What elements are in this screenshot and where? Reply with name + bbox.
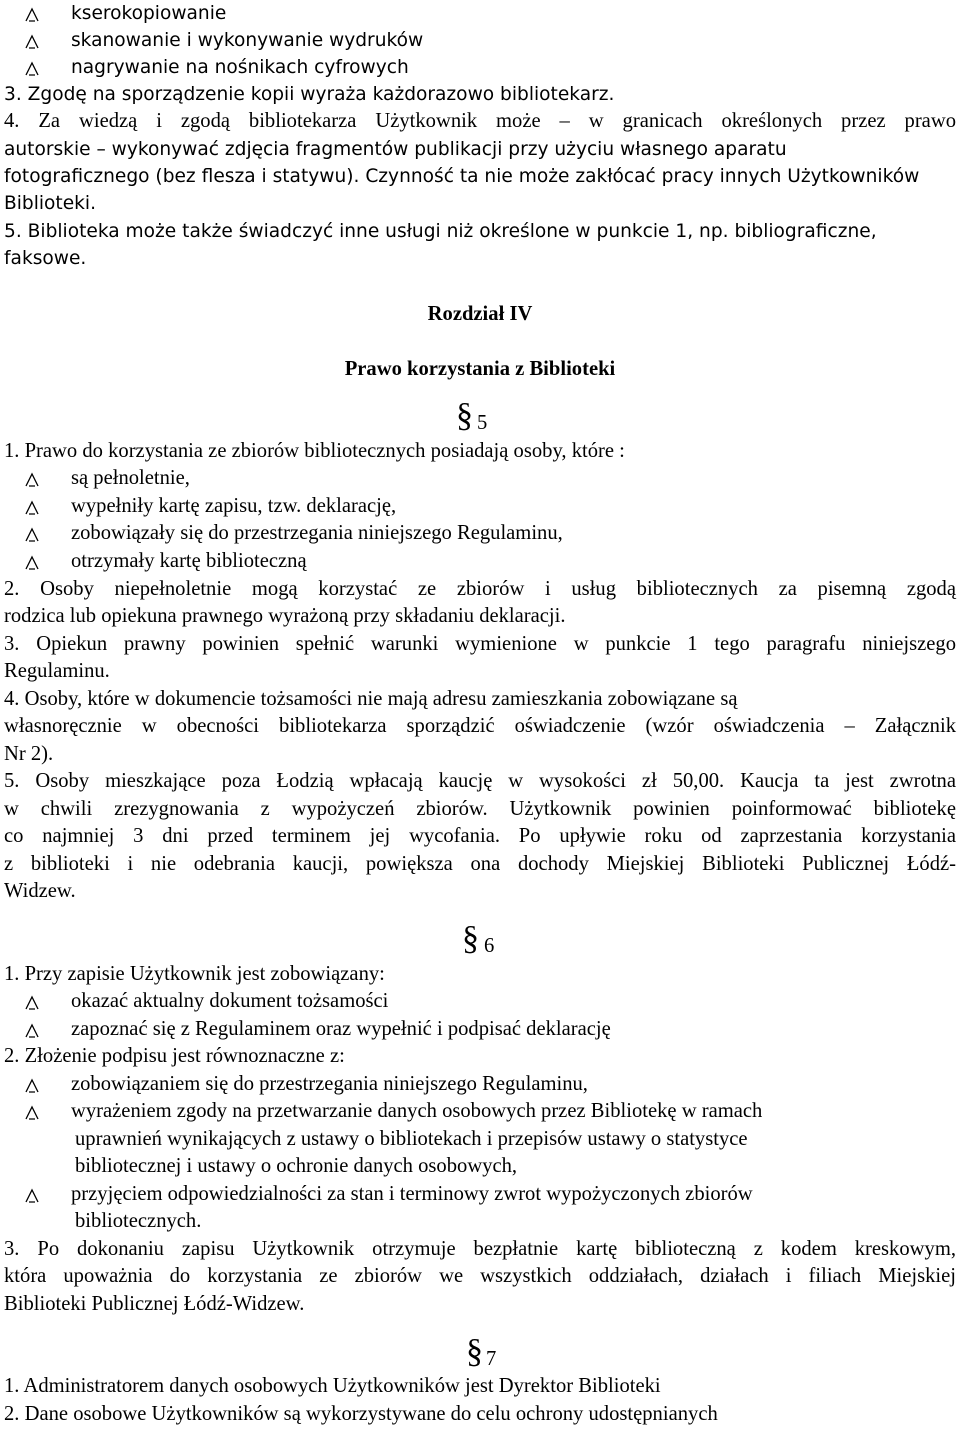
- paragraph-line: Regulaminu.: [4, 660, 110, 682]
- bullet-icon: [22, 1181, 42, 1208]
- paragraph-line: z biblioteki i nie odebrania kaucji, powiększa ona dochody Miejskiej Biblioteki Publicznej Łódź-: [4, 853, 956, 875]
- paragraph-line: 1. Przy zapisie Użytkownik jest zobowiązany:: [4, 963, 385, 985]
- paragraph-line: Nr 2).: [4, 743, 54, 765]
- paragraph-line: autorskie – wykonywać zdjęcia fragmentów publikacji przy użyciu własnego aparatu: [4, 139, 787, 160]
- paragraph-line: Biblioteki Publicznej Łódź-Widzew.: [4, 1293, 305, 1315]
- paragraph-line: 2. Dane osobowe Użytkowników są wykorzystywane do celu ochrony udostępnianych: [4, 1403, 718, 1425]
- paragraph-line: która upoważnia do korzystania ze zbiorów we wszystkich oddziałach, działach i filiach Miejskiej: [4, 1265, 956, 1287]
- paragraph-line: 1. Prawo do korzystania ze zbiorów bibliotecznych posiadają osoby, które :: [4, 440, 625, 462]
- paragraph-line: Biblioteki.: [4, 193, 97, 214]
- list-item-text: są pełnoletnie,: [71, 467, 190, 489]
- list-item: [22, 1071, 956, 1098]
- list-item: [22, 548, 956, 575]
- paragraph-line: własnoręcznie w obecności bibliotekarza sporządzić oświadczenie (wzór oświadczenia – Załącznik: [4, 715, 956, 737]
- list-item-text: skanowanie i wykonywanie wydruków: [71, 30, 424, 51]
- section-sign-icon: §: [466, 1333, 483, 1370]
- list-item-text: zapoznać się z Regulaminem oraz wypełnić i podpisać deklarację: [71, 1018, 611, 1040]
- bullet-icon: [22, 1016, 42, 1043]
- list-item-text: zobowiązaniem się do przestrzegania niniejszego Regulaminu,: [71, 1073, 588, 1095]
- section-mark: [0, 1333, 960, 1373]
- paragraph-line: 3. Po dokonaniu zapisu Użytkownik otrzymuje bezpłatnie kartę biblioteczną z kodem kreskowym,: [4, 1238, 956, 1260]
- list-item-text: wyrażeniem zgody na przetwarzanie danych osobowych przez Bibliotekę w ramach: [71, 1100, 763, 1122]
- bullet-icon: [22, 54, 42, 81]
- paragraph-line: 2. Osoby niepełnoletnie mogą korzystać ze zbiorów i usług bibliotecznych za pisemną zgodą: [4, 578, 956, 600]
- paragraph-line: 3. Opiekun prawny powinien spełnić warunki wymienione w punkcie 1 tego paragrafu niniejszego: [4, 633, 956, 655]
- list-item: [22, 1016, 956, 1043]
- list-item: [22, 465, 956, 492]
- list-item: [22, 0, 956, 27]
- list-item-text: kserokopiowanie: [71, 3, 227, 24]
- paragraph-segment: fotograficznego (bez flesza i statywu).: [4, 166, 360, 187]
- list-item: [22, 520, 956, 547]
- list-item: [22, 27, 956, 54]
- section-number: 7: [486, 1348, 497, 1370]
- list-item: [22, 1181, 956, 1208]
- list-item-continuation: bibliotecznych.: [75, 1210, 202, 1232]
- paragraph-line: 4. Za wiedzą i zgodą bibliotekarza Użytkownik może – w granicach określonych przez prawo: [4, 110, 956, 132]
- bullet-icon: [22, 465, 42, 492]
- paragraph-line: 5. Osoby mieszkające poza Łodzią wpłacają kaucję w wysokości zł 50,00. Kaucja ta jest zwrotna: [4, 770, 956, 792]
- paragraph-line: 5. Biblioteka może także świadczyć inne usługi niż określone w punkcie 1, np. bibliograficzne,: [4, 221, 877, 242]
- section-number: 6: [484, 935, 495, 957]
- paragraph-line: 4. Osoby, które w dokumencie tożsamości nie mają adresu zamieszkania zobowiązane są: [4, 688, 738, 710]
- list-item: [22, 1098, 956, 1125]
- chapter-heading: Rozdział IV: [427, 303, 533, 325]
- list-item-text: zobowiązały się do przestrzegania niniejszego Regulaminu,: [71, 522, 563, 544]
- section-sign-icon: §: [456, 397, 473, 434]
- section-mark: [0, 397, 960, 437]
- bullet-icon: [22, 548, 42, 575]
- bullet-icon: [22, 1098, 42, 1125]
- paragraph-line: [4, 163, 956, 190]
- paragraph-line: faksowe.: [4, 248, 87, 269]
- bullet-icon: [22, 0, 42, 27]
- bullet-icon: [22, 27, 42, 54]
- paragraph-line: rodzica lub opiekuna prawnego wyrażoną przy składaniu deklaracji.: [4, 605, 566, 627]
- bullet-icon: [22, 1071, 42, 1098]
- section-mark: [0, 920, 960, 960]
- paragraph-line: 1. Administratorem danych osobowych Użytkowników jest Dyrektor Biblioteki: [4, 1375, 661, 1397]
- bullet-icon: [22, 988, 42, 1015]
- section-sign-icon: §: [462, 920, 479, 957]
- paragraph-segment: Czynność ta nie może zakłócać pracy innych Użytkowników: [359, 166, 920, 187]
- paragraph-line: 2. Złożenie podpisu jest równoznaczne z:: [4, 1045, 345, 1067]
- paragraph-line: 3. Zgodę na sporządzenie kopii wyraża każdorazowo bibliotekarz.: [4, 84, 615, 105]
- bullet-icon: [22, 520, 42, 547]
- list-item-text: nagrywanie na nośnikach cyfrowych: [71, 57, 409, 78]
- list-item-text: okazać aktualny dokument tożsamości: [71, 990, 389, 1012]
- paragraph-line: co najmniej 3 dni przed terminem jej wycofania. Po upływie roku od zaprzestania korzystania: [4, 825, 956, 847]
- paragraph-line: w chwili zrezygnowania z wypożyczeń zbiorów. Użytkownik powinien poinformować bibliotekę: [4, 798, 956, 820]
- list-item-text: przyjęciem odpowiedzialności za stan i terminowy zwrot wypożyczonych zbiorów: [71, 1183, 753, 1205]
- paragraph-line: Widzew.: [4, 880, 76, 902]
- list-item: [22, 988, 956, 1015]
- list-item-text: otrzymały kartę biblioteczną: [71, 550, 307, 572]
- list-item: [22, 493, 956, 520]
- list-item-continuation: bibliotecznej i ustawy o ochronie danych osobowych,: [75, 1155, 518, 1177]
- list-item: [22, 54, 956, 81]
- list-item-continuation: uprawnień wynikających z ustawy o bibliotekach i przepisów ustawy o statystyce: [75, 1128, 748, 1150]
- bullet-icon: [22, 493, 42, 520]
- section-number: 5: [477, 412, 488, 434]
- chapter-title: Prawo korzystania z Biblioteki: [344, 358, 616, 380]
- list-item-text: wypełniły kartę zapisu, tzw. deklarację,: [71, 495, 397, 517]
